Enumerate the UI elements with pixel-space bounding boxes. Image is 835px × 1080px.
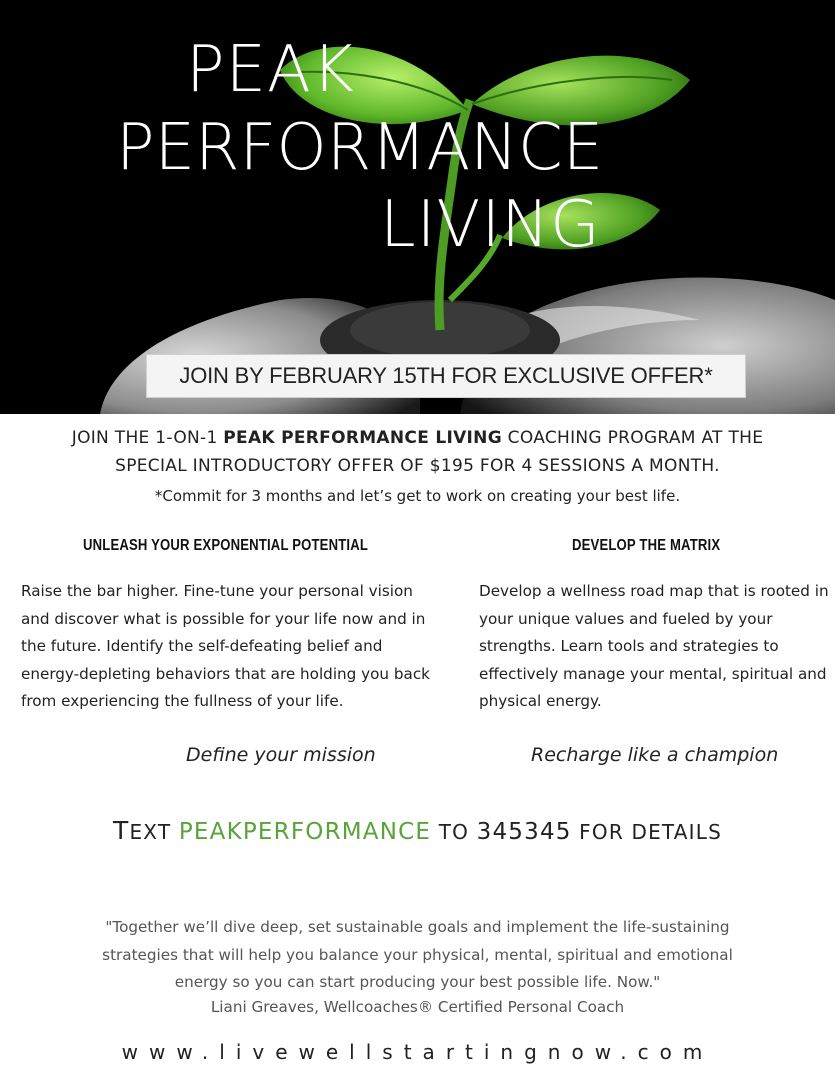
website-url[interactable]: www.livewellstartingnow.com (121, 1040, 714, 1064)
left-column-heading: UNLEASH YOUR EXPONENTIAL POTENTIAL (83, 537, 369, 554)
intro-pre: JOIN THE 1-ON-1 (71, 428, 224, 448)
cta-suffix: FOR DETAILS (571, 820, 723, 844)
title-line-performance: PERFORMANCE (116, 111, 604, 185)
title-line-peak: PEAK (186, 33, 355, 107)
cta-first-letter: T (112, 816, 130, 845)
cta-keyword: PEAKPERFORMANCE (178, 819, 432, 845)
intro-highlight: PEAK PERFORMANCE LIVING (223, 428, 502, 448)
cta-text-rest: EXT (129, 820, 179, 844)
right-tagline: Recharge like a champion (531, 744, 779, 766)
cta-to: TO (431, 820, 477, 844)
right-column-body: Develop a wellness road map that is rooted in your unique values and fueled by your strengths. Learn tools and strategies to effectively manage your mental, spiritual and physical energy. (479, 582, 829, 711)
commit-note: *Commit for 3 months and let’s get to work on creating your best life. (154, 487, 681, 505)
cta-number: 345345 (476, 819, 572, 845)
testimonial-quote: "Together we’ll dive deep, set sustainable goals and implement the life-sustaining strategies that will help you balance your physical, mental, spiritual and emotional energy so you can start producing your best possible life. Now." (102, 918, 733, 992)
left-column-body: Raise the bar higher. Fine-tune your personal vision and discover what is possible for your life now and in the future. Identify the self-defeating belief and energy-depleting behaviors that are holding you back from experiencing the fullness of your life. (21, 582, 430, 711)
quote-author: Liani Greaves, Wellcoaches® Certified Personal Coach (210, 998, 625, 1016)
intro-line2: SPECIAL INTRODUCTORY OFFER OF $195 FOR 4 SESSIONS A MONTH. (115, 456, 720, 476)
title-line-living: LIVING (380, 188, 601, 262)
hero-image (0, 0, 835, 414)
left-tagline: Define your mission (186, 744, 376, 766)
offer-banner: JOIN BY FEBRUARY 15TH FOR EXCLUSIVE OFFER* (146, 354, 746, 398)
intro-post: COACHING PROGRAM AT THE (501, 428, 764, 448)
text-to-call-to-action (0, 816, 835, 845)
intro-text (0, 424, 835, 480)
right-column-heading: DEVELOP THE MATRIX (572, 537, 721, 554)
